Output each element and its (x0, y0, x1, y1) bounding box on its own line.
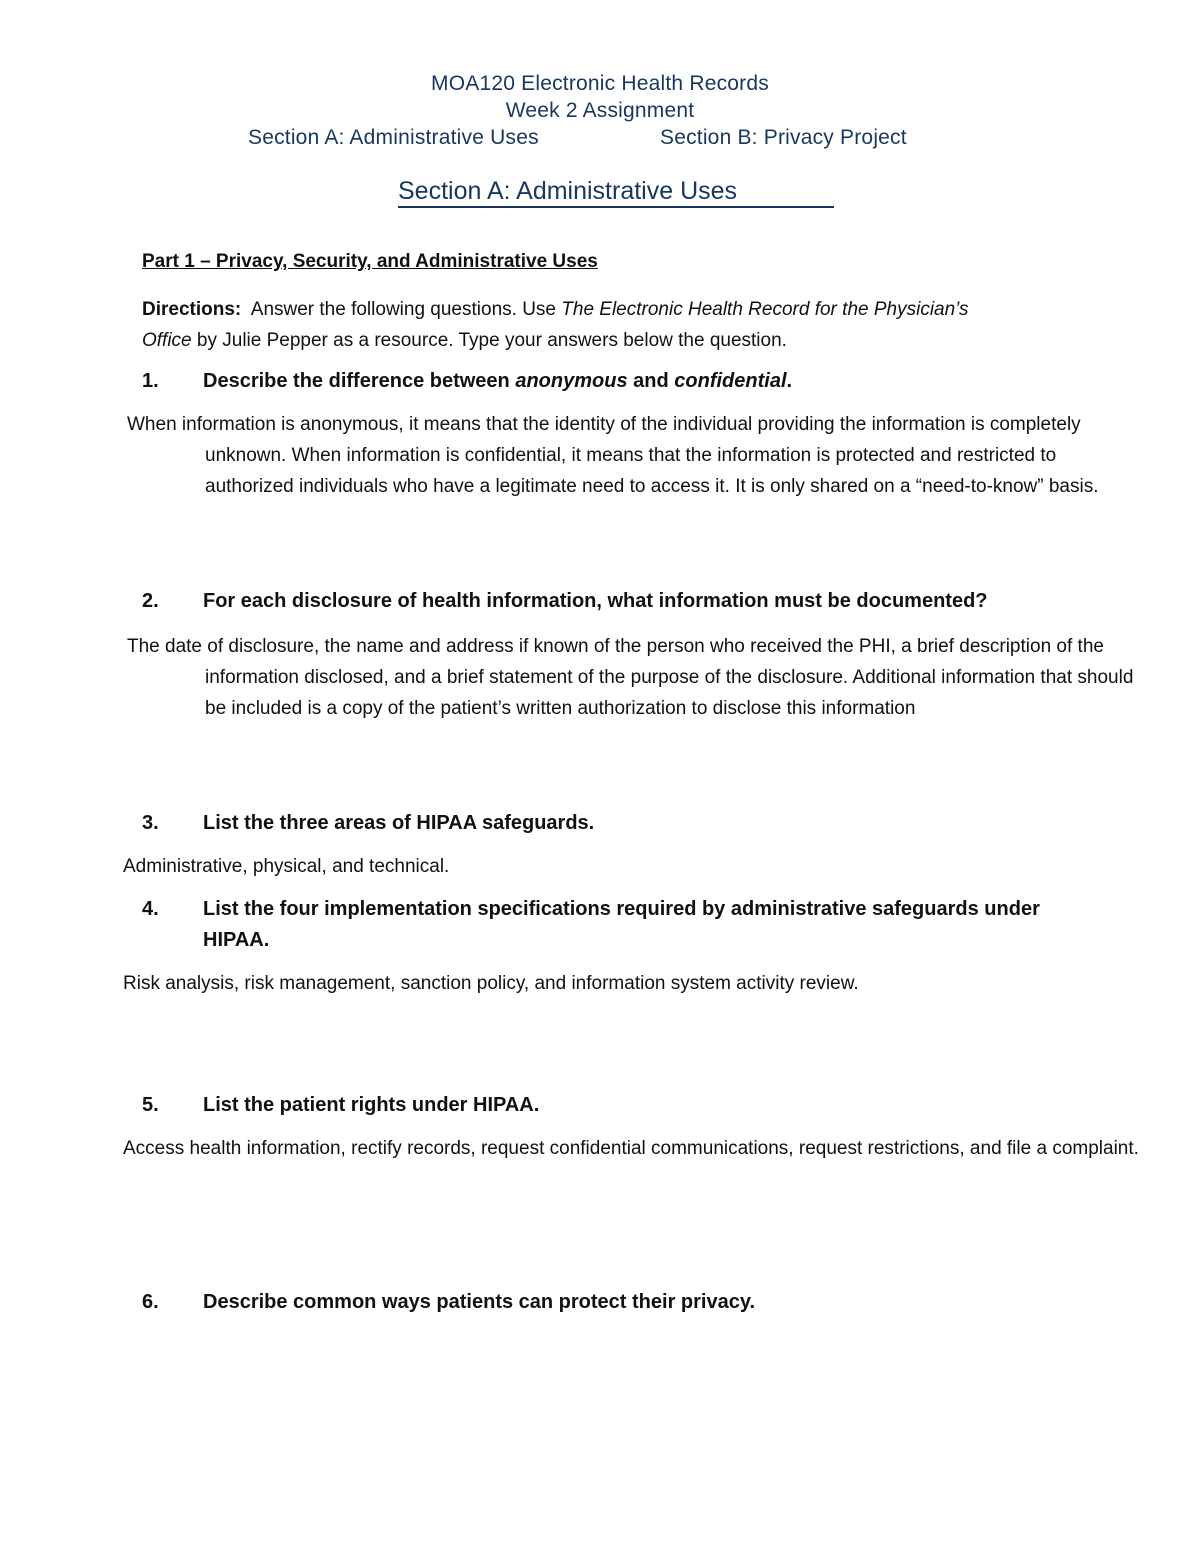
question-text-after: . (786, 370, 793, 392)
answer-5: Access health information, rectify records, request confidential communications, request restrictions, and file a complaint. (123, 1138, 1139, 1159)
answer-3: Administrative, physical, and technical. (123, 856, 450, 877)
question-connector: and (633, 370, 669, 392)
directions-text-before: Answer the following questions. Use (250, 299, 556, 320)
question-2 (142, 586, 1072, 617)
question-number: 1. (142, 370, 159, 392)
question-number: 4. (142, 898, 159, 920)
question-1 (142, 366, 1072, 397)
section-header-row (0, 126, 1200, 154)
assignment-title: Week 2 Assignment (505, 99, 695, 122)
question-text: List the patient rights under HIPAA. (203, 1094, 540, 1116)
section-title (398, 176, 834, 208)
question-text (203, 366, 1072, 397)
question-number: 6. (142, 1291, 159, 1313)
part-title: Part 1 – Privacy, Security, and Administrative Uses (142, 251, 598, 272)
question-number: 2. (142, 590, 159, 612)
section-b-heading: Section B: Privacy Project (660, 126, 907, 149)
section-title-text: Section A: Administrative Uses (398, 177, 738, 205)
answer-2: The date of disclosure, the name and address if known of the person who received the PHI, a brief description of the information disclosed, and a brief statement of the purpose of the disclosure. Additional information that should be included is a copy of the patient’s written authorization to disclose this information (127, 636, 1134, 719)
course-title: MOA120 Electronic Health Records (431, 72, 769, 95)
answer-4: Risk analysis, risk management, sanction policy, and information system activity review. (123, 973, 859, 994)
question-text: List the three areas of HIPAA safeguards. (203, 812, 595, 834)
question-text: Describe common ways patients can protect their privacy. (203, 1291, 756, 1313)
term-confidential: confidential (674, 370, 787, 392)
question-number: 5. (142, 1094, 159, 1116)
term-anonymous: anonymous (515, 370, 628, 392)
question-4 (142, 894, 1072, 956)
directions-text-after: by Julie Pepper as a resource. Type your answers below the question. (196, 330, 787, 351)
directions-label: Directions: (142, 299, 242, 320)
question-text: List the four implementation specifications required by administrative safeguards under HIPAA. (203, 898, 1040, 951)
answer-1: When information is anonymous, it means that the identity of the individual providing the information is completely unknown. When information is confidential, it means that the information is protected and restricted to authorized individuals who have a legitimate need to access it. It is only shared on a “need-to-know” basis. (127, 414, 1099, 497)
question-5 (142, 1090, 1072, 1121)
directions (142, 294, 1012, 356)
question-text-before: Describe the difference between (203, 370, 510, 392)
section-a-heading: Section A: Administrative Uses (248, 126, 539, 149)
question-text: For each disclosure of health information, what information must be documented? (203, 590, 988, 612)
question-number: 3. (142, 812, 159, 834)
question-6 (142, 1287, 1072, 1318)
question-3 (142, 808, 1072, 839)
book-title: The Electronic Health Record for the Physician’s Office (142, 299, 969, 351)
